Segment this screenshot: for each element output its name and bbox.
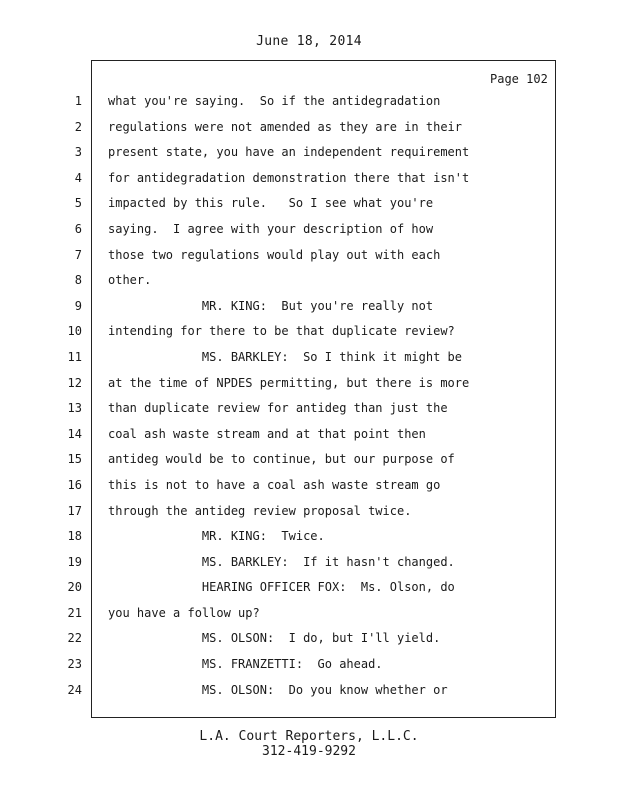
line-number: 19 <box>67 554 82 569</box>
transcript-line: for antidegradation demonstration there that isn't <box>108 170 470 185</box>
page-footer <box>0 729 618 759</box>
line-number: 24 <box>67 682 82 697</box>
transcript-line: MR. KING: But you're really not <box>108 298 434 313</box>
line-number: 18 <box>67 529 82 544</box>
transcript-line: you have a follow up? <box>108 605 260 620</box>
line-number: 17 <box>67 503 82 518</box>
line-number: 10 <box>67 324 82 339</box>
line-number: 7 <box>74 247 82 262</box>
footer-phone: 312-419-9292 <box>262 744 356 759</box>
transcript-line: those two regulations would play out with each <box>108 247 441 262</box>
line-number: 22 <box>67 631 82 646</box>
line-number: 9 <box>74 298 82 313</box>
line-number: 2 <box>74 119 82 134</box>
transcript-line: HEARING OFFICER FOX: Ms. Olson, do <box>108 580 455 595</box>
line-number: 1 <box>74 94 82 108</box>
transcript-line: MS. OLSON: I do, but I'll yield. <box>108 631 441 646</box>
transcript-line: MS. BARKLEY: So I think it might be <box>108 349 463 364</box>
line-number: 3 <box>74 145 82 160</box>
line-number: 11 <box>67 349 82 364</box>
transcript-line: MS. BARKLEY: If it hasn't changed. <box>108 554 455 569</box>
footer-company: L.A. Court Reporters, L.L.C. <box>199 729 419 744</box>
transcript-line: MR. KING: Twice. <box>108 529 325 544</box>
transcript-body <box>108 89 548 703</box>
transcript-line: regulations were not amended as they are in their <box>108 119 463 134</box>
transcript-line: at the time of NPDES permitting, but there is more <box>108 375 470 390</box>
line-number: 20 <box>67 580 82 595</box>
line-number: 15 <box>67 452 82 467</box>
line-number: 5 <box>74 196 82 211</box>
line-number: 4 <box>74 170 82 185</box>
line-number: 16 <box>67 477 82 492</box>
transcript-line: than duplicate review for antideg than just the <box>108 401 448 416</box>
transcript-line: impacted by this rule. So I see what you're <box>108 196 434 211</box>
page-number: Page 102 <box>490 72 548 86</box>
line-number: 6 <box>74 221 82 236</box>
line-number: 12 <box>67 375 82 390</box>
transcript-line: intending for there to be that duplicate review? <box>108 324 455 339</box>
transcript-line: this is not to have a coal ash waste stream go <box>108 477 441 492</box>
transcript-line: saying. I agree with your description of how <box>108 221 434 236</box>
line-number: 23 <box>67 657 82 672</box>
transcript-line: antideg would be to continue, but our purpose of <box>108 452 455 467</box>
transcript-line: through the antideg review proposal twice. <box>108 503 412 518</box>
page-header-date: June 18, 2014 <box>256 34 362 49</box>
line-number: 21 <box>67 605 82 620</box>
transcript-line: other. <box>108 273 152 288</box>
transcript-line: what you're saying. So if the antidegradation <box>108 94 441 108</box>
transcript-line: coal ash waste stream and at that point then <box>108 426 426 441</box>
transcript-line: MS. FRANZETTI: Go ahead. <box>108 657 383 672</box>
line-number: 8 <box>74 273 82 288</box>
line-number: 13 <box>67 401 82 416</box>
line-number-column <box>60 89 82 703</box>
line-number: 14 <box>67 426 82 441</box>
transcript-line: present state, you have an independent requirement <box>108 145 470 160</box>
transcript-line: MS. OLSON: Do you know whether or <box>108 682 448 697</box>
